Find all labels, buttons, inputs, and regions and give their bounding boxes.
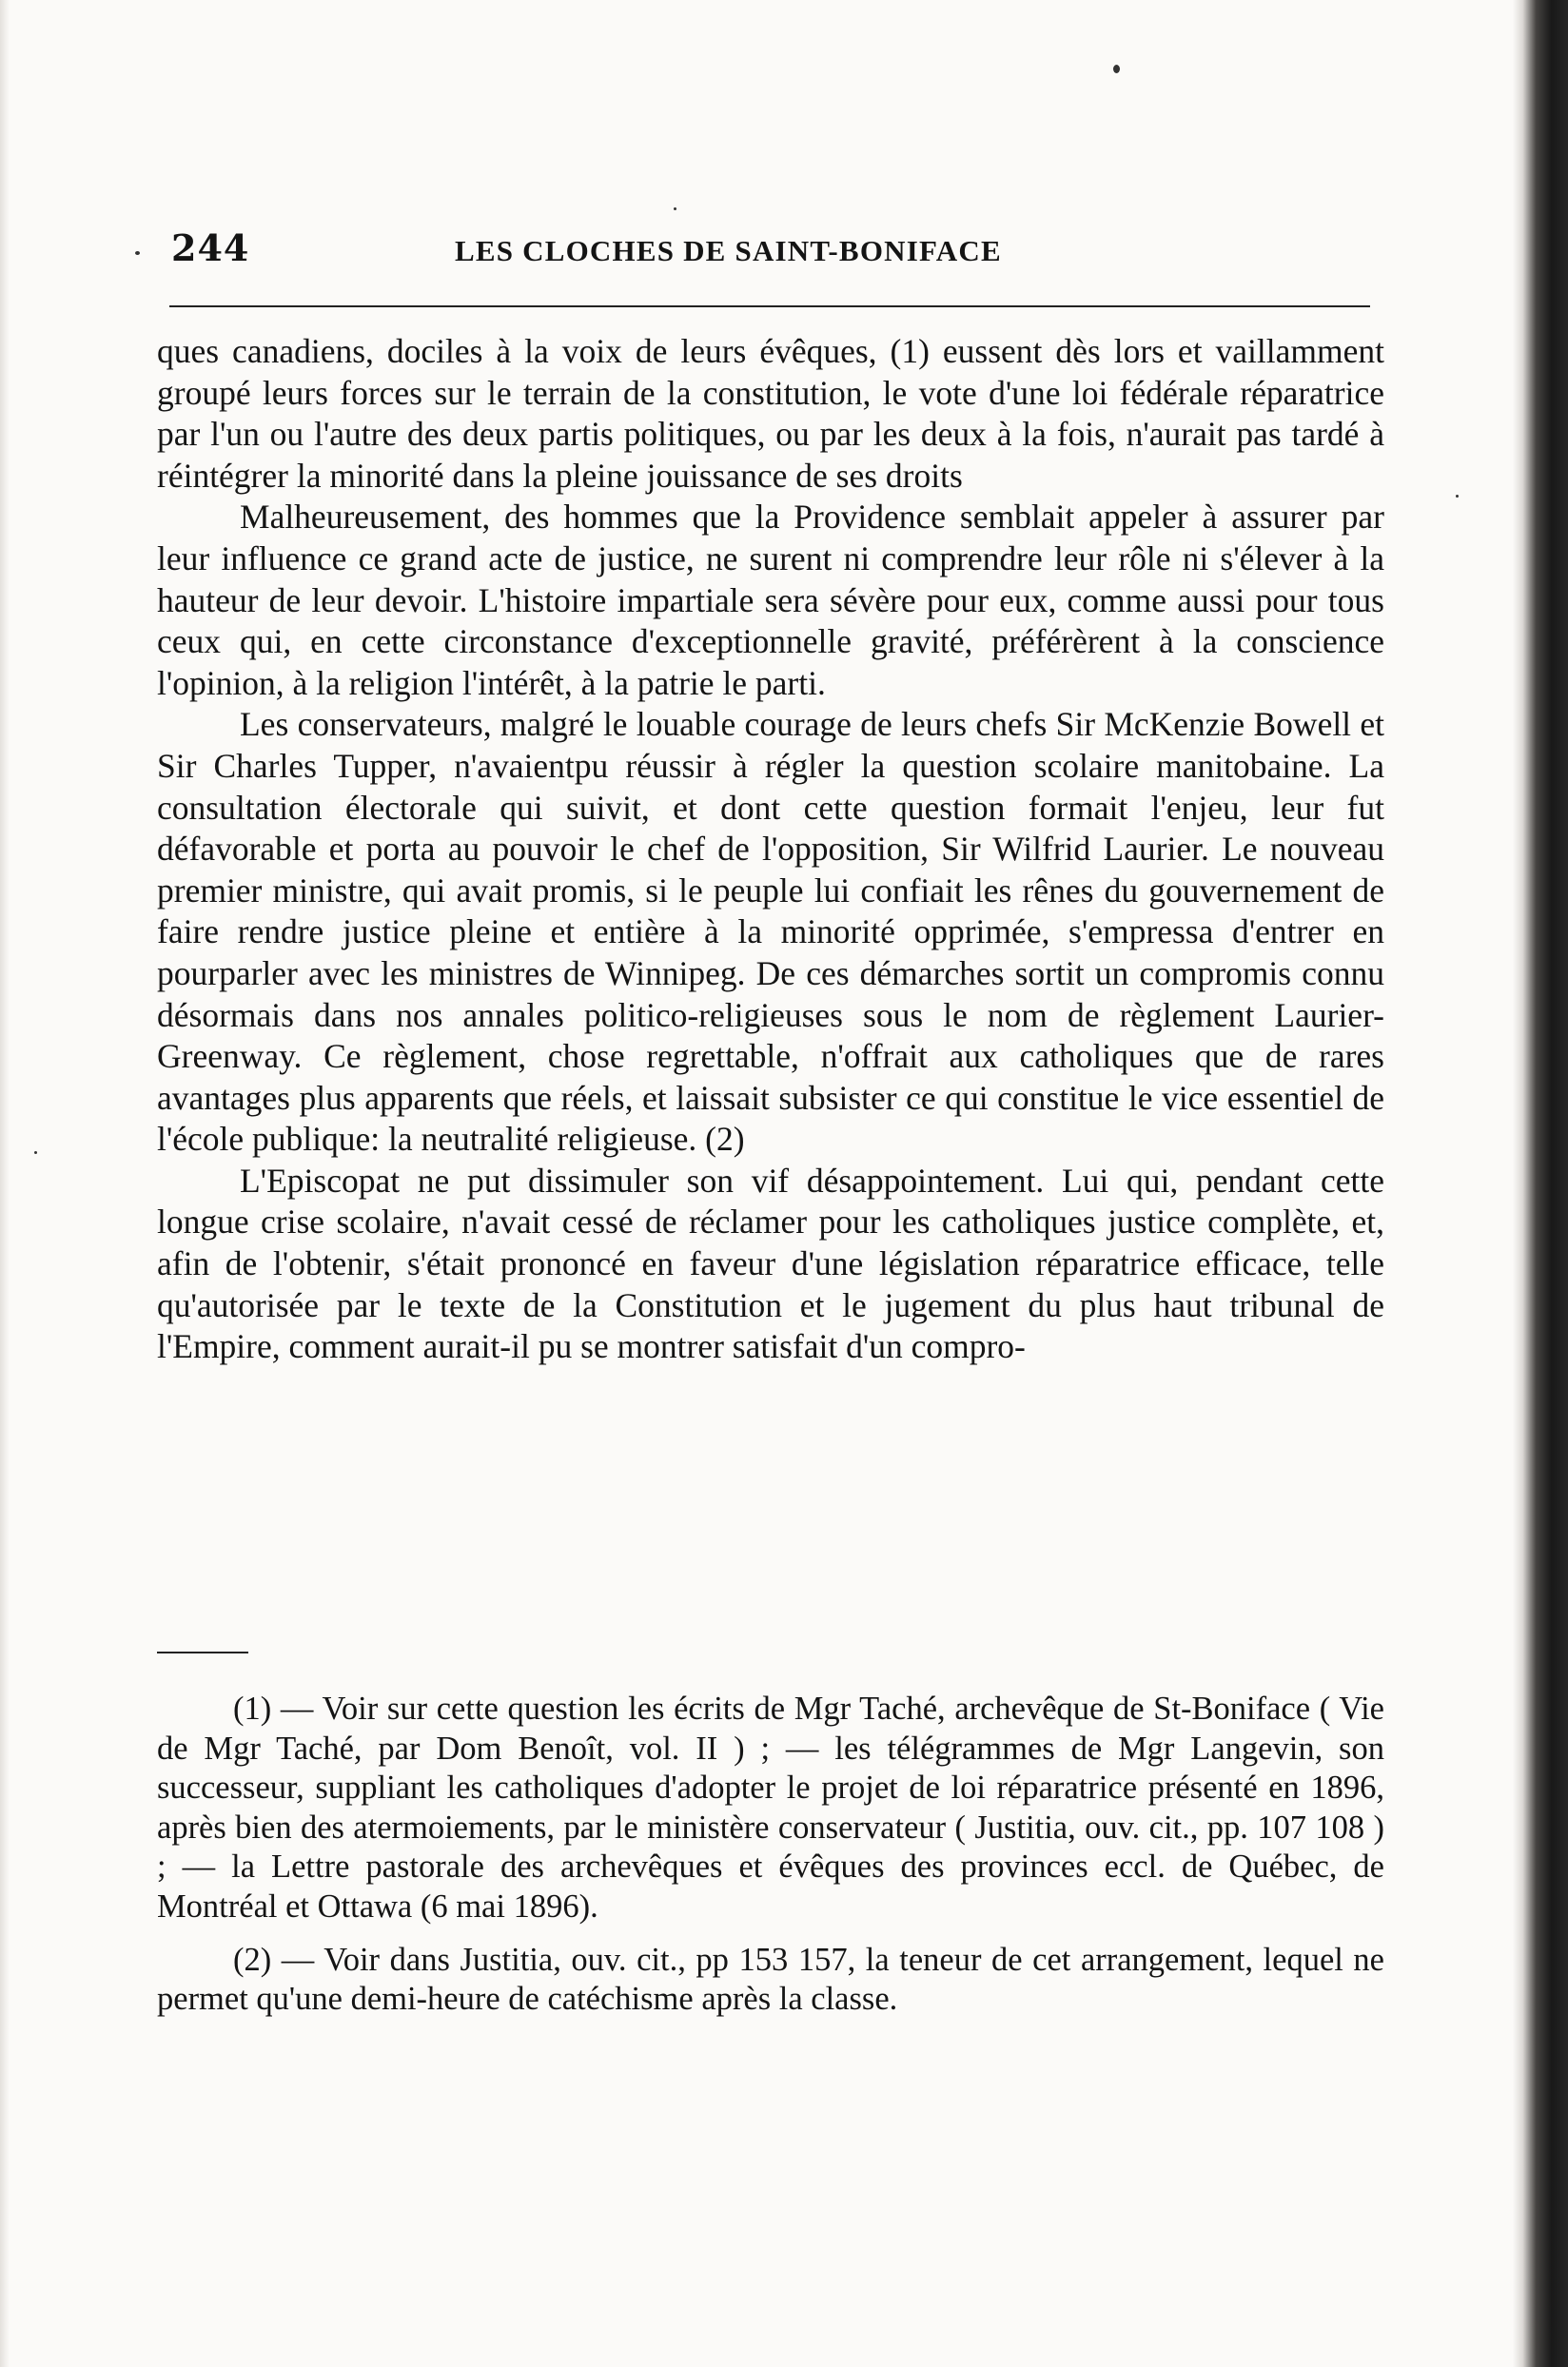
footnote: (2) — Voir dans Justitia, ouv. cit., pp 153 157, la teneur de cet arrangement, lequel ne permet qu'une demi-heure de catéchisme après la classe. [157, 1941, 1384, 2018]
paragraph: Les conservateurs, malgré le louable courage de leurs chefs Sir McKenzie Bowell et Sir Charles Tupper, n'avaientpu réussir à régler la question scolaire manitobaine. La consultation électorale qui suivit, et dont cette question formait l'enjeu, leur fut défavorable et porta au pouvoir le chef de l'opposition, Sir Wilfrid Laurier. Le nouveau premier ministre, qui avait promis, si le peuple lui confiait les rênes du gouvernement de faire rendre justice pleine et entière à la minorité opprimée, s'empressa d'entrer en pourparler avec les ministres de Winnipeg. De ces démarches sortit un compromis connu désormais dans nos annales politico-religieuses sous le nom de règlement Laurier-Greenway. Ce règlement, chose regrettable, n'offrait aux catholiques que de rares avantages plus apparents que réels, et laissait subsister ce qui constitue le vice essentiel de l'école publique: la neutralité religieuse. (2) [157, 705, 1384, 1159]
header-rule [169, 305, 1370, 307]
body-text [157, 331, 1384, 1368]
page-number: 244 [171, 226, 250, 269]
footnote: (1) — Voir sur cette question les écrits de Mgr Taché, archevêque de St-Boniface ( Vie de Mgr Taché, par Dom Benoît, vol. II ) ; — les télégrammes de Mgr Langevin, son successeur, suppliant les catholiques d'adopter le projet de loi réparatrice présenté en 1896, après bien des atermoiements, par le ministère conservateur ( Justitia, ouv. cit., pp. 107 108 ) ; — la Lettre pastorale des archevêques et évêques des provinces eccl. de Québec, de Montréal et Ottawa (6 mai 1896). [157, 1691, 1384, 1925]
footnote-rule [157, 1652, 248, 1653]
page-left-edge [0, 0, 10, 2367]
footnotes [157, 1690, 1384, 2020]
running-title: LES CLOCHES DE SAINT-BONIFACE [455, 234, 1002, 267]
paragraph: Malheureusement, des hommes que la Providence semblait appeler à assurer par leur influence ce grand acte de justice, ne surent ni comprendre leur rôle ni s'élever à la hauteur de leur devoir. L'histoire impartiale sera sévère pour eux, comme aussi pour tous ceux qui, en cette circonstance d'exceptionnelle gravité, préférèrent à la conscience l'opinion, à la religion l'intérêt, à la patrie le parti. [157, 498, 1384, 702]
page-gutter-shadow [1513, 0, 1568, 2367]
paragraph: L'Episcopat ne put dissimuler son vif désappointement. Lui qui, pendant cette longue crise scolaire, n'avait cessé de réclamer pour les catholiques justice complète, et, afin de l'obtenir, s'était prononcé en faveur d'une législation réparatrice efficace, telle qu'autorisée par le texte de la Constitution et le jugement du plus haut tribunal de l'Empire, comment aurait-il pu se montrer satisfait d'un compro- [157, 1161, 1384, 1366]
page-header [162, 226, 1389, 284]
paragraph: ques canadiens, dociles à la voix de leurs évêques, (1) eussent dès lors et vaillamment groupé leurs forces sur le terrain de la constitution, le vote d'une loi fédérale réparatrice par l'un ou l'autre des deux partis politiques, ou par les deux à la fois, n'aurait pas tardé à réintégrer la minorité dans la pleine jouissance de ses droits [157, 332, 1384, 495]
